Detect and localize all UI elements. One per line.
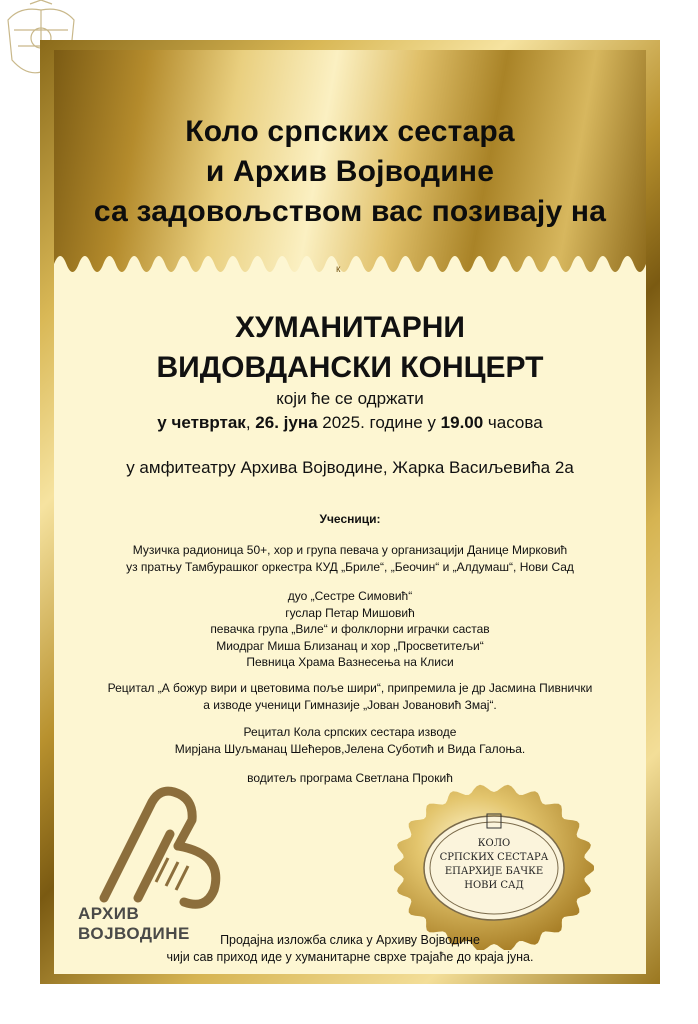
seal-line-2: СРПСКИХ СЕСТАРА [439,852,549,863]
participant-line: дуо „Сестре Симовић“ [287,589,413,603]
event-venue: у амфитеатру Архива Војводине, Жарка Васиљевића 2а [126,458,574,477]
participant-line: Певница Храма Вазнесења на Клиси [246,655,454,669]
seal-line-4: НОВИ САД [464,880,524,891]
event-time: 19.00 [440,413,484,432]
program-host: водитељ програма Светлана Прокић [247,771,453,785]
seal-line-1: КОЛО [477,838,511,849]
footer-line-2: чији сав приход иде у хуманитарне сврхе трајаће до краја јуна. [166,949,534,964]
participant-line: Рецитал „А божур вири и цветовима поље шири“, припремила је др Јасмина Пивнички [107,681,593,695]
participant-line: певачка група „Виле“ и фолклорни играчки састав [210,622,490,636]
header-line-3: са задовољством вас позивају на [93,195,607,228]
participant-line: а изводе ученици Гимназије „Јован Јовановић Змај“. [203,697,497,712]
participant-line: уз пратњу Тамбурашког оркестра КУД „Бриле“, „Беочин“ и „Алдумаш“, Нови Сад [126,559,574,574]
header-line-1: Коло српских сестара [185,115,515,148]
seal-line-3: ЕПАРХИЈЕ БАЧКЕ [444,866,544,877]
title-line-1: ХУМАНИТАРНИ [235,311,465,344]
participants-title: Учесници: [319,512,381,526]
date-comma: , [245,413,251,432]
archive-logo-text: АРХИВ ВОЈВОДИНЕ [78,904,190,943]
participants-group-4 [54,724,646,757]
stray-mark: к [336,264,341,275]
footer-line-1: Продајна изложба слика у Архиву Војводине [220,933,480,947]
seal-logo-icon [394,780,594,950]
participant-line: Музичка радионица 50+, хор и група певача у организацији Данице Мирковић [132,543,568,557]
poster-body [54,50,646,974]
date-end-text: часова [483,413,543,432]
event-date-value: 26. јуна [255,413,318,432]
event-intro: који ће се одржати [276,389,424,408]
event-date [54,412,646,434]
participant-line: Мирјана Шуљманац Шећеров,Јелена Суботић и Вида Галоња. [174,741,526,756]
wave-edge [54,254,646,290]
title-line-2: ВИДОВДАНСКИ КОНЦЕРТ [156,351,544,384]
participant-line: Миодраг Миша Близанац и хор „Просветитељи“ [216,638,484,653]
footer-text [54,932,646,965]
header-line-2: и Архив Војводине [205,155,495,188]
participants-group-2 [54,588,646,671]
participants-group-3 [54,680,646,713]
header-text [54,112,646,232]
participant-line: Рецитал Кола српских сестара изводе [243,725,457,739]
event-day: у четвртак [157,413,246,432]
date-year-text: 2025. године у [317,413,441,432]
event-title [54,308,646,388]
participant-line: гуслар Петар Мишовић [285,605,415,620]
participants-group-1 [54,542,646,575]
